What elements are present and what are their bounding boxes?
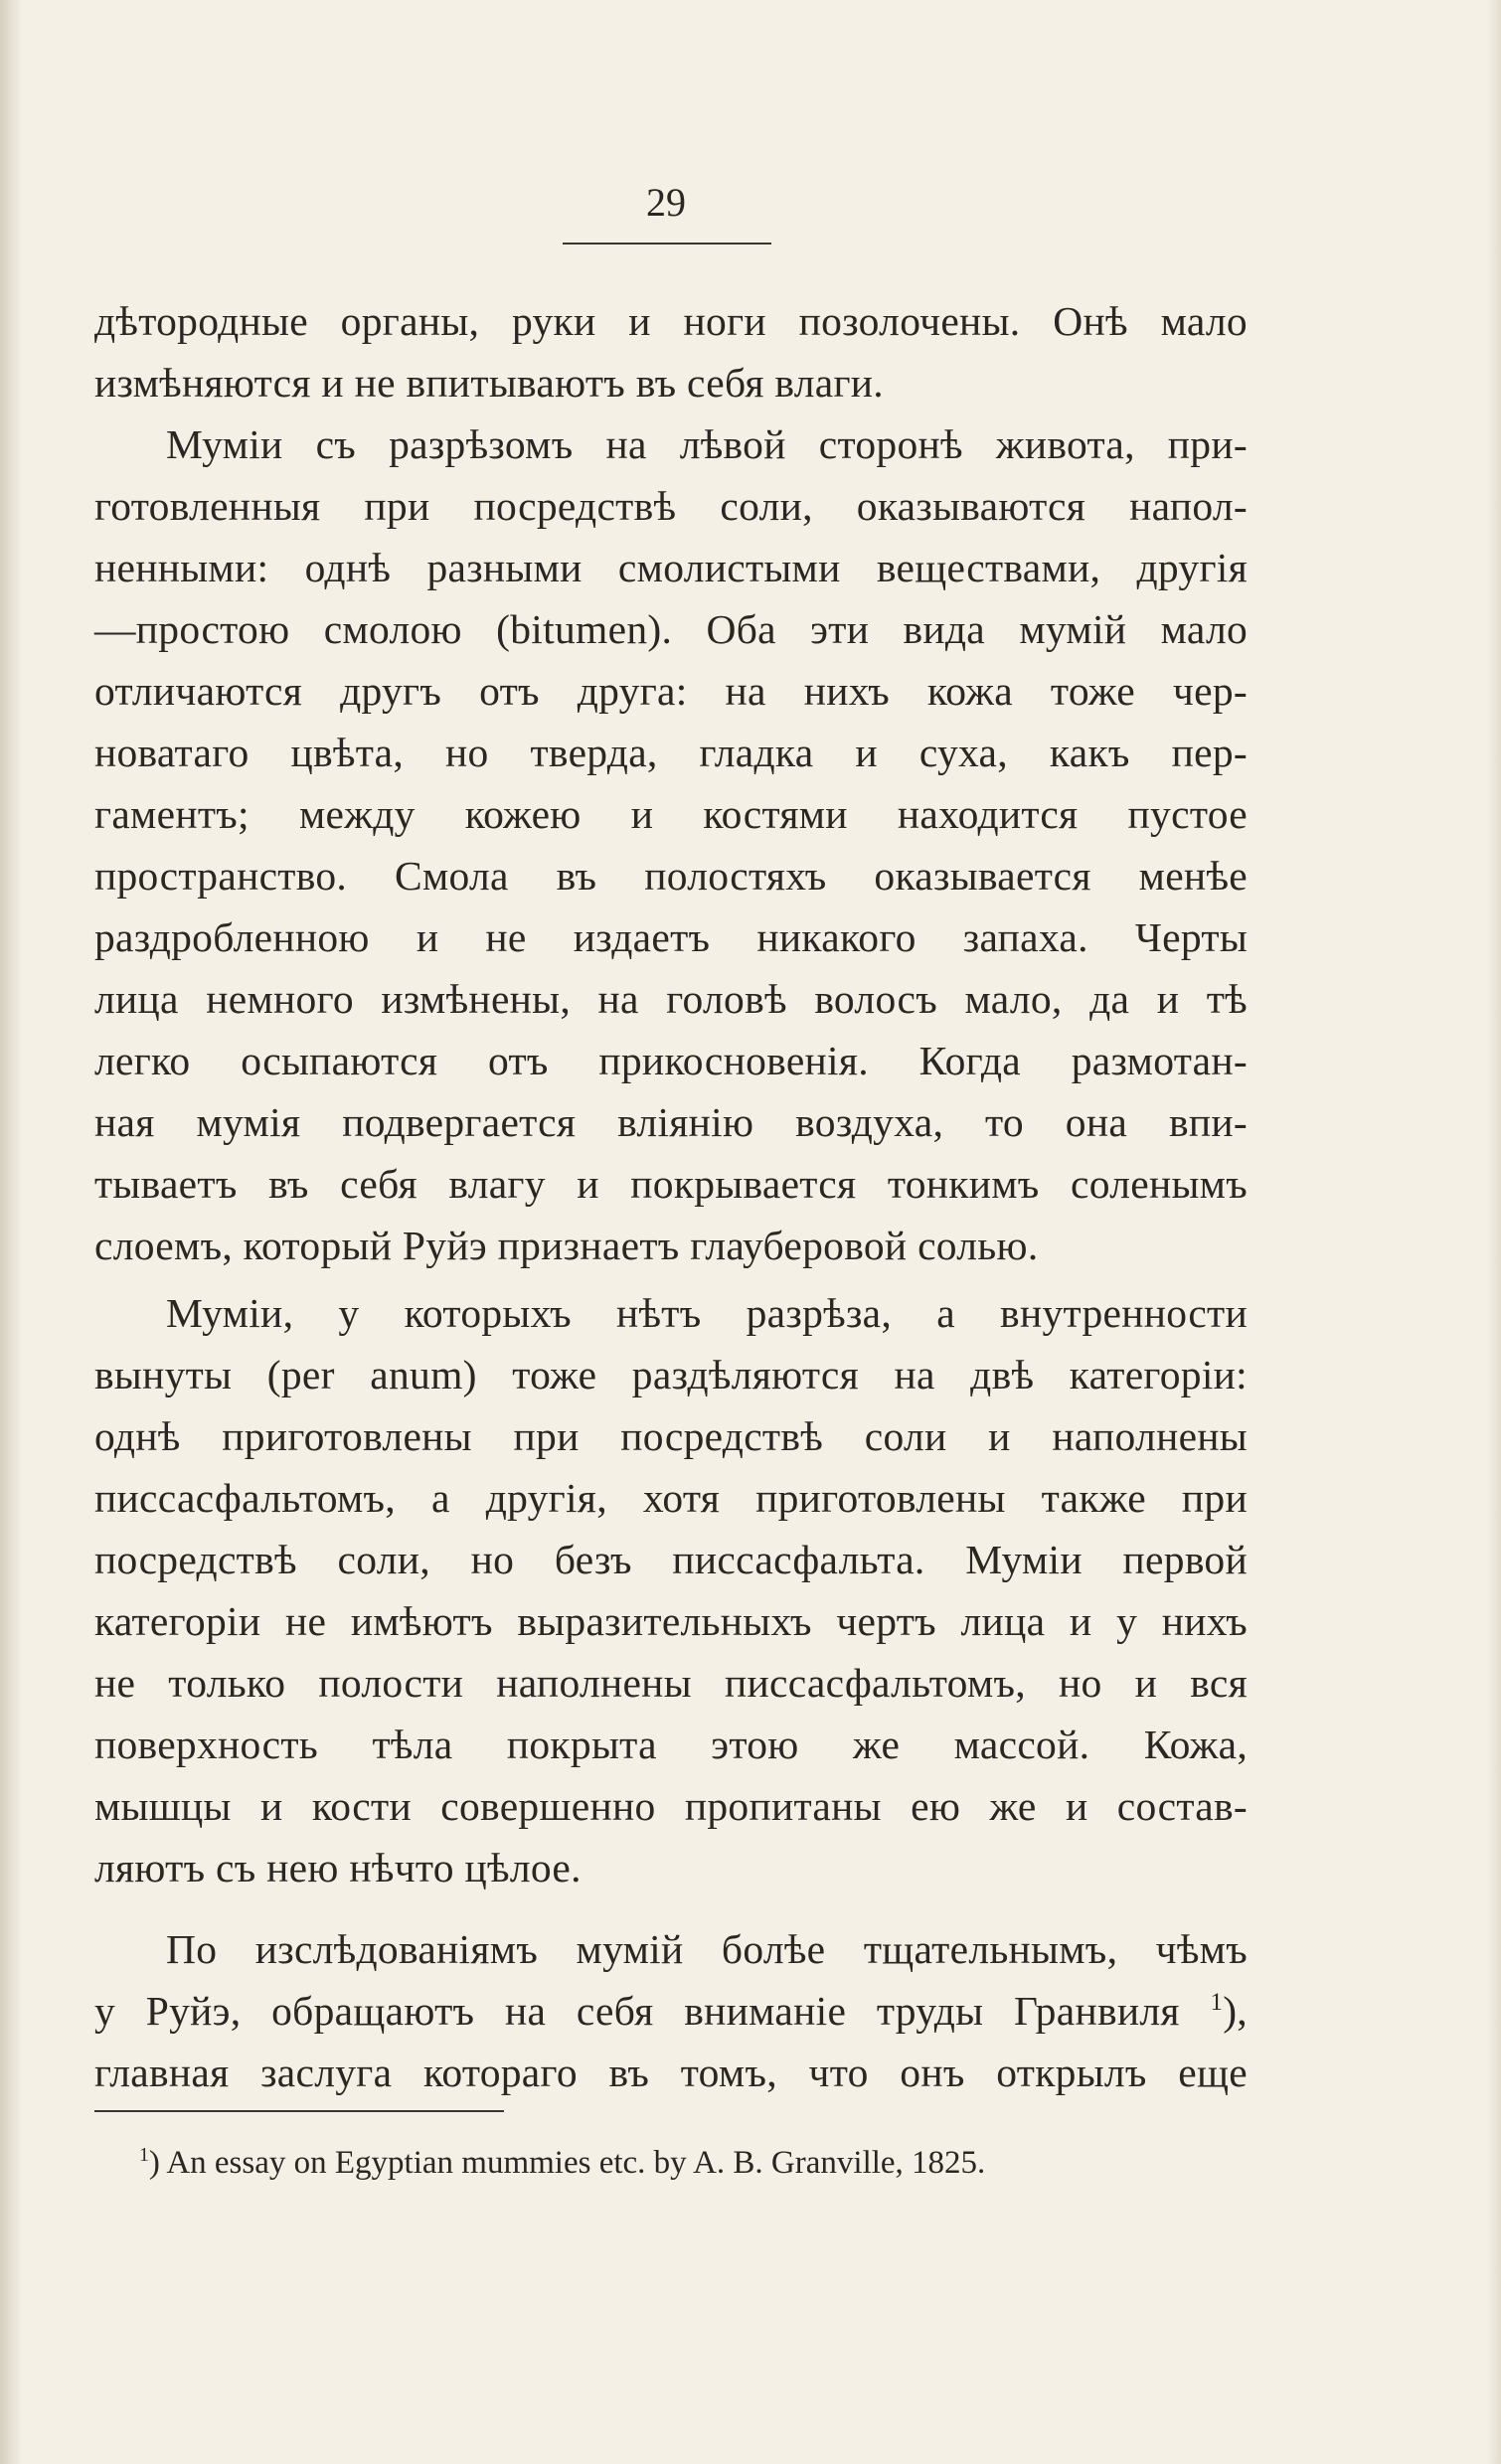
- page-edge-shadow-left: [0, 0, 22, 2464]
- text-line: отличаются другъ отъ друга: на нихъ кожа тоже чер-: [94, 668, 1248, 714]
- page-number-rule: [563, 243, 771, 245]
- text-line: главная заслуга котораго въ томъ, что онъ открылъ еще: [94, 2050, 1248, 2095]
- text-line: однѣ приготовлены при посредствѣ соли и наполнены: [94, 1413, 1248, 1459]
- text-line: лица немного измѣнены, на головѣ волосъ мало, да и тѣ: [94, 976, 1248, 1022]
- main-text: [94, 290, 1248, 2103]
- text-line: дѣтородные органы, руки и ноги позолочены. Онѣ мало: [94, 298, 1248, 344]
- text-line: Муміи, у которыхъ нѣтъ разрѣза, а внутренности: [166, 1290, 1248, 1336]
- footnote-text: An essay on Egyptian mummies etc. by A. B. Granville, 1825.: [166, 2145, 986, 2181]
- text-line: пространство. Смола въ полостяхъ оказывается менѣе: [94, 853, 1248, 899]
- text-segment: ),: [1223, 1988, 1248, 2034]
- text-line: ная мумія подвергается вліянію воздуха, то она впи-: [94, 1099, 1248, 1145]
- text-line: готовленныя при посредствѣ соли, оказываются напол-: [94, 483, 1248, 529]
- text-line: новатаго цвѣта, но тверда, гладка и суха, какъ пер-: [94, 730, 1248, 775]
- text-line: ненными: однѣ разными смолистыми веществами, другія: [94, 545, 1248, 590]
- text-line: категоріи не имѣютъ выразительныхъ чертъ лица и у нихъ: [94, 1598, 1248, 1644]
- text-line: легко осыпаются отъ прикосновенія. Когда размотан-: [94, 1038, 1248, 1083]
- text-line: гаментъ; между кожею и костями находится пустое: [94, 791, 1248, 837]
- text-line: поверхность тѣла покрыта этою же массой. Кожа,: [94, 1722, 1248, 1767]
- text-line: раздробленною и не издаетъ никакого запаха. Черты: [94, 914, 1248, 960]
- text-line: писсасфальтомъ, а другія, хотя приготовлены также при: [94, 1475, 1248, 1521]
- text-line: вынуты (per anum) тоже раздѣляются на двѣ категоріи:: [94, 1352, 1248, 1397]
- footnote-rule: [94, 2110, 504, 2112]
- text-line: посредствѣ соли, но безъ писсасфальта. Муміи первой: [94, 1537, 1248, 1582]
- footnote: [139, 2139, 1243, 2187]
- text-line: Муміи съ разрѣзомъ на лѣвой сторонѣ живота, при-: [166, 421, 1248, 467]
- footnote-marker: 1: [139, 2144, 149, 2166]
- footnote-paren: ): [148, 2145, 160, 2181]
- text-line: —простою смолою (bitumen). Оба эти вида мумій мало: [94, 606, 1248, 652]
- text-line: По изслѣдованіямъ мумій болѣе тщательнымъ, чѣмъ: [166, 1926, 1248, 1972]
- text-line: тываетъ въ себя влагу и покрывается тонкимъ соленымъ: [94, 1161, 1248, 1207]
- page-number: 29: [646, 180, 686, 225]
- text-line: слоемъ, который Руйэ признаетъ глауберовой солью.: [94, 1223, 1039, 1268]
- text-line: не только полости наполнены писсасфальтомъ, но и вся: [94, 1660, 1248, 1706]
- page-edge-shadow-right: [1487, 0, 1501, 2464]
- text-line-with-footnote-ref: [94, 1980, 1248, 2042]
- text-line: ляютъ съ нею нѣчто цѣлое.: [94, 1845, 582, 1890]
- text-segment: у Руйэ, обращаютъ на себя вниманіе труды Гранвиля: [94, 1988, 1180, 2034]
- text-line: измѣняются и не впитываютъ въ себя влаги.: [94, 360, 884, 406]
- footnote-ref[interactable]: 1: [1210, 1989, 1224, 2017]
- text-line: мышцы и кости совершенно пропитаны ею же и состав-: [94, 1783, 1248, 1829]
